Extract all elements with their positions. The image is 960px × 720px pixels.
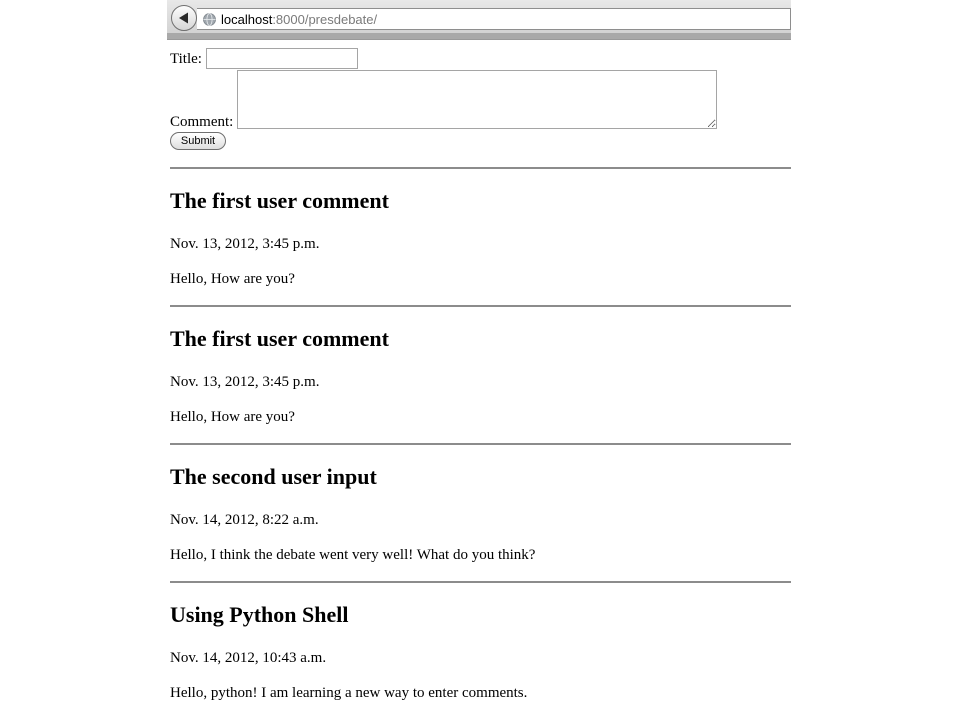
comment-title: The second user input [170, 464, 377, 489]
browser-toolbar [167, 0, 791, 40]
comment-body: Hello, python! I am learning a new way to enter comments. [170, 685, 528, 701]
comment-label: Comment: [170, 114, 234, 130]
comment-date: Nov. 14, 2012, 8:22 a.m. [170, 512, 319, 528]
title-label: Title: [170, 50, 202, 67]
toolbar-divider [167, 33, 791, 39]
comment-date: Nov. 13, 2012, 3:45 p.m. [170, 236, 320, 252]
comment-body: Hello, How are you? [170, 409, 295, 425]
comment-body: Hello, How are you? [170, 271, 295, 287]
comment-row [170, 70, 717, 129]
submit-button[interactable]: Submit [170, 132, 226, 150]
comment-title: The first user comment [170, 188, 389, 213]
comment-title: Using Python Shell [170, 602, 349, 627]
comment-list [170, 167, 791, 719]
comment-date: Nov. 14, 2012, 10:43 a.m. [170, 650, 327, 666]
comment-entry [170, 305, 791, 443]
comment-date: Nov. 13, 2012, 3:45 p.m. [170, 374, 320, 390]
back-arrow-icon [177, 11, 191, 25]
url-path: :8000/presdebate/ [272, 11, 378, 27]
comment-entry [170, 443, 791, 581]
comment-textarea[interactable] [237, 70, 717, 129]
comment-title: The first user comment [170, 326, 389, 351]
comment-entry [170, 167, 791, 305]
url-host: localhost [221, 11, 273, 27]
title-row [170, 48, 358, 69]
comment-body: Hello, I think the debate went very well! What do you think? [170, 547, 536, 563]
address-bar[interactable] [197, 8, 791, 30]
globe-icon [203, 13, 216, 26]
title-input[interactable] [206, 48, 358, 69]
comment-entry [170, 581, 791, 719]
back-button[interactable] [171, 5, 197, 31]
